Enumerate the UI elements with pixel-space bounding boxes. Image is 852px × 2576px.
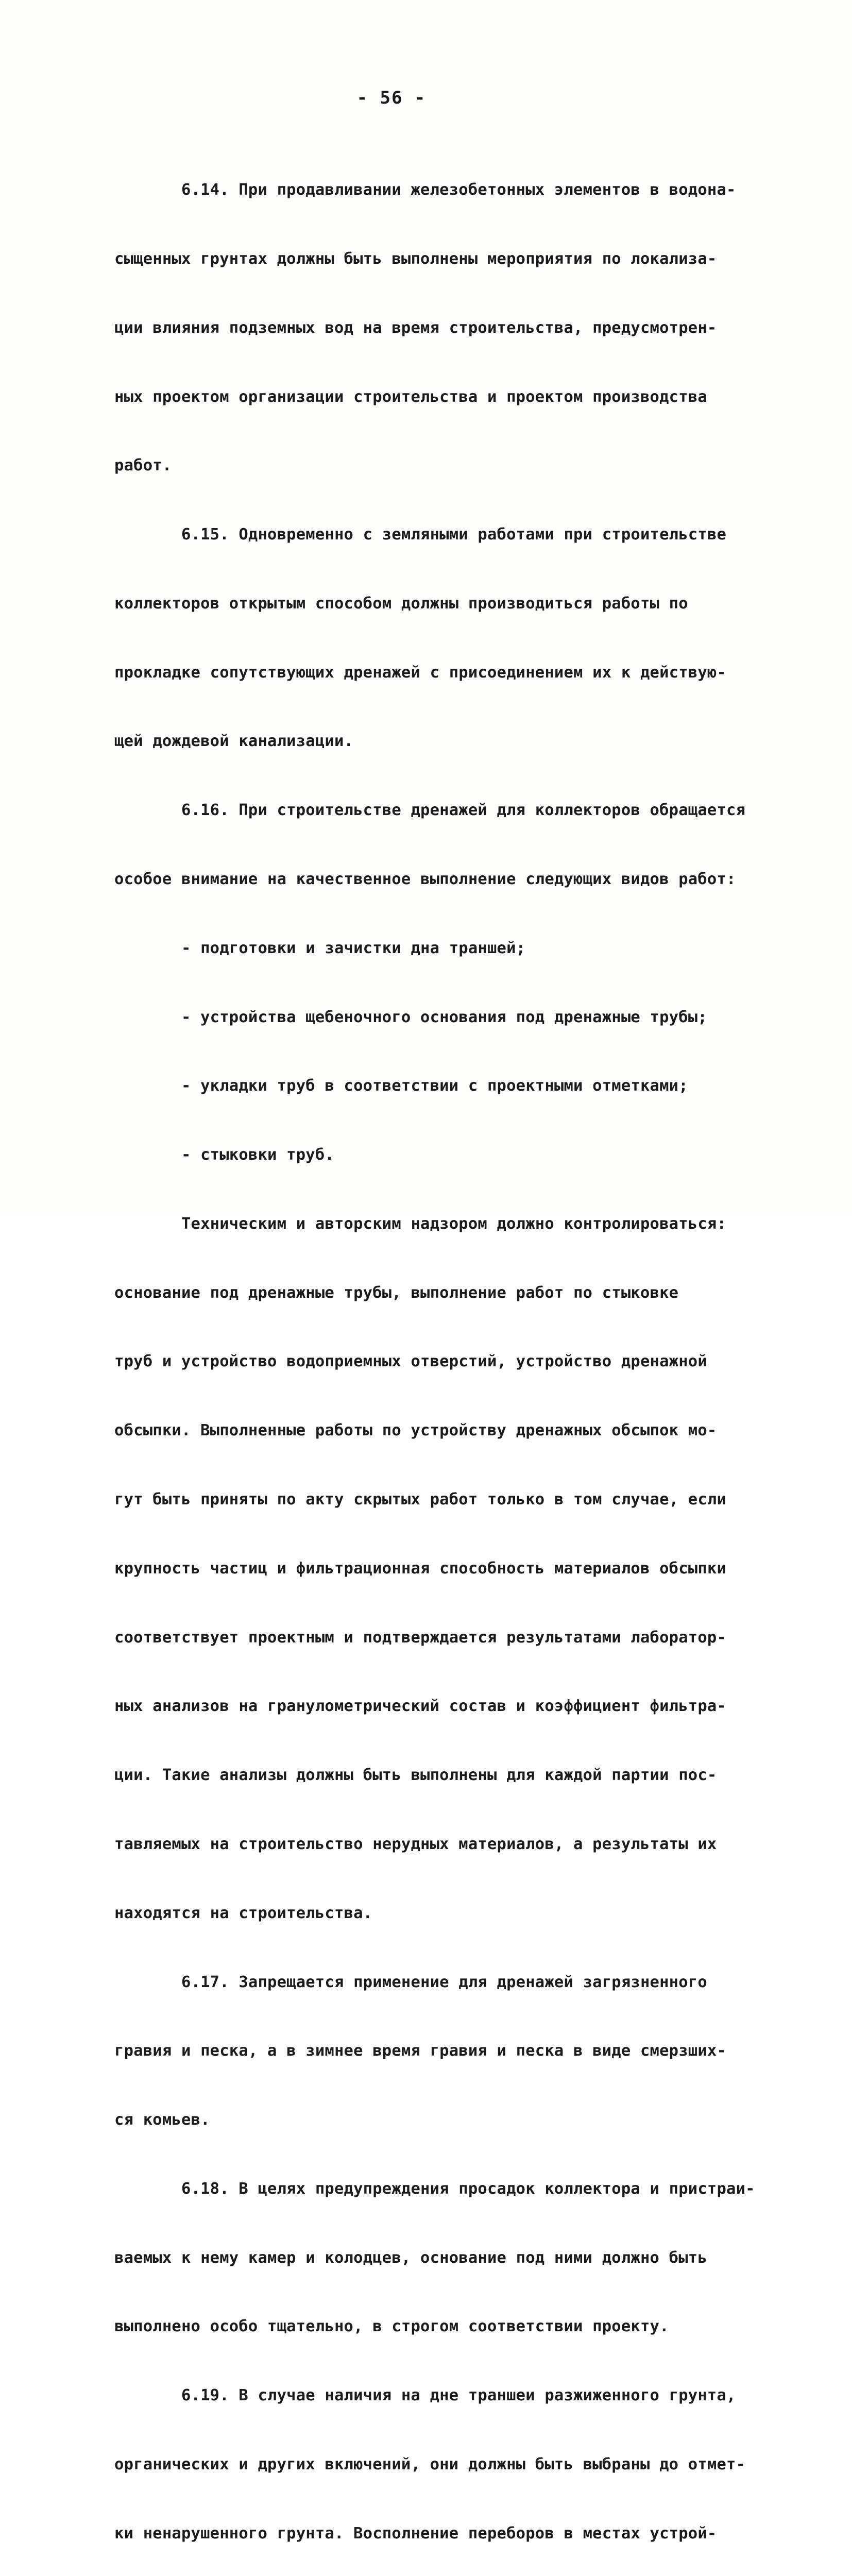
text-line: 6.17. Запрещается применение для дренажей загрязненного xyxy=(114,1973,707,1991)
text-line: коллекторов открытым способом должны производиться работы по xyxy=(114,594,688,613)
text-line: соответствует проектным и подтверждается результатами лаборатор- xyxy=(114,1628,727,1647)
text-line: 6.18. В целях предупреждения просадок коллектора и пристраи- xyxy=(114,2179,755,2198)
text-line: 6.19. В случае наличия на дне траншеи разжиженного грунта, xyxy=(114,2386,736,2405)
text-line: выполнено особо тщательно, в строгом соответствии проекту. xyxy=(114,2317,669,2336)
text-line: 6.14. При продавливании железобетонных элементов в водона- xyxy=(114,181,736,199)
text-line: 6.15. Одновременно с земляными работами при строительстве xyxy=(114,526,727,544)
text-line: находятся на строительства. xyxy=(114,1904,373,1922)
text-line: - укладки труб в соответствии с проектными отметками; xyxy=(114,1077,688,1095)
text-line: работ. xyxy=(114,456,172,475)
text-line: труб и устройство водоприемных отверстий, устройство дренажной xyxy=(114,1352,707,1371)
text-line: тавляемых на строительство нерудных материалов, а результаты их xyxy=(114,1835,717,1853)
text-line: ных анализов на гранулометрический состав и коэффициент фильтра- xyxy=(114,1697,727,1716)
text-line: обсыпки. Выполненные работы по устройству дренажных обсыпок мо- xyxy=(114,1421,717,1440)
text-line: основание под дренажные трубы, выполнение работ по стыковке xyxy=(114,1283,679,1302)
body-text xyxy=(114,133,755,2576)
text-line: - устройства щебеночного основания под дренажные трубы; xyxy=(114,1008,707,1026)
text-line: 6.16. При строительстве дренажей для коллекторов обращается xyxy=(114,801,746,820)
text-line: органических и других включений, они должны быть выбраны до отмет- xyxy=(114,2455,746,2473)
text-line: гут быть приняты по акту скрытых работ только в том случае, если xyxy=(114,1490,727,1509)
text-line: ся комьев. xyxy=(114,2111,210,2129)
text-line: Техническим и авторским надзором должно контролироваться: xyxy=(114,1214,727,1233)
text-line: - подготовки и зачистки дна траншей; xyxy=(114,939,526,957)
text-line: сыщенных грунтах должны быть выполнены мероприятия по локализа- xyxy=(114,249,717,268)
text-line: ных проектом организации строительства и проектом производства xyxy=(114,387,707,406)
text-line: ции. Такие анализы должны быть выполнены для каждой партии пос- xyxy=(114,1766,717,1785)
text-line: ваемых к нему камер и колодцев, основание под ними должно быть xyxy=(114,2248,707,2267)
page-number: - 56 - xyxy=(356,88,427,108)
text-line: щей дождевой канализации. xyxy=(114,732,354,751)
text-line: крупность частиц и фильтрационная способность материалов обсыпки xyxy=(114,1559,727,1578)
text-line: прокладке сопутствующих дренажей с присоединением их к действую- xyxy=(114,663,727,682)
text-line: ки ненарушенного грунта. Восполнение переборов в местах устрой- xyxy=(114,2524,717,2543)
text-line: - стыковки труб. xyxy=(114,1146,334,1164)
text-line: гравия и песка, а в зимнее время гравия и песка в виде смерзших- xyxy=(114,2042,727,2060)
text-line: особое внимание на качественное выполнение следующих видов работ: xyxy=(114,870,736,888)
text-line: ции влияния подземных вод на время строительства, предусмотрен- xyxy=(114,318,717,337)
